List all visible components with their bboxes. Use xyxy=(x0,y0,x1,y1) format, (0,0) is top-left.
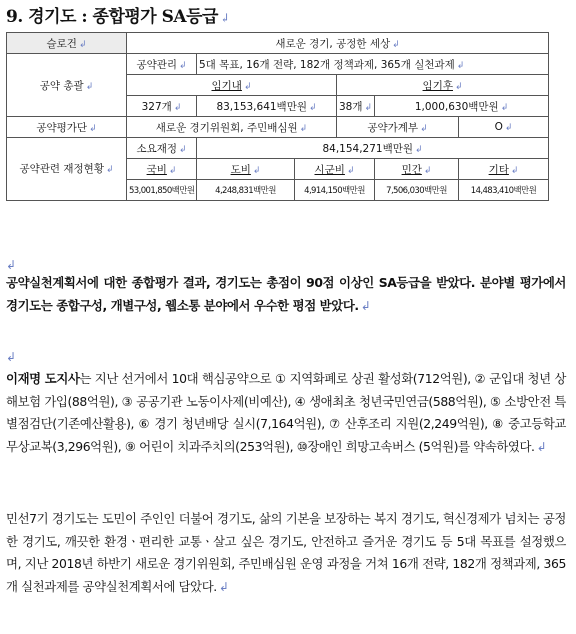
eval-group-label: 공약평가단 ↲ xyxy=(7,117,127,138)
source-value-3: 7,506,030백만원 xyxy=(375,180,459,201)
source-label-1: 도비 ↲ xyxy=(197,159,295,180)
finance-label: 공약관련 재정현황 ↲ xyxy=(7,138,127,201)
source-value-2: 4,914,150백만원 xyxy=(295,180,375,201)
ledger-label: 공약가계부 ↲ xyxy=(337,117,459,138)
source-value-1: 4,248,831백만원 xyxy=(197,180,295,201)
term-in-amount: 83,153,641백만원 ↲ xyxy=(197,96,337,117)
pledge-label: 공약 총괄 ↲ xyxy=(7,54,127,117)
pledge-mgmt-value: 5대 목표, 16개 전략, 182개 정책과제, 365개 실천과제 ↲ xyxy=(197,54,549,75)
source-label-3: 민간 ↲ xyxy=(375,159,459,180)
page-title: 9. 경기도 : 종합평가 SA등급 ↲ xyxy=(6,7,230,27)
term-in-count: 327개 ↲ xyxy=(127,96,197,117)
paragraph-goals: 민선7기 경기도는 도민이 주인인 더불어 경기도, 삶의 기본을 보장하는 복지 경기도, 혁신경제가 넘치는 공정한 경기도, 깨끗한 환경ㆍ편리한 교통ㆍ살고 싶은 경기도, 안전하고 즐거운 경기도 등 5대 목표를 설정했으며, 지난 2018년 하반기 새로운 경기위원회, 주민배심원 운영 과정을 거쳐 16개 전략, 182개 정책과제, 365개 실천과제를 공약실천계획서에 담았다. ↲ xyxy=(6,511,567,594)
slogan-value: 새로운 경기, 공정한 세상 ↲ xyxy=(127,33,549,54)
ledger-value: O ↲ xyxy=(459,117,549,138)
required-value: 84,154,271백만원 ↲ xyxy=(197,138,549,159)
term-after-count: 38개 ↲ xyxy=(337,96,375,117)
pledge-mgmt-label: 공약관리 ↲ xyxy=(127,54,197,75)
source-label-4: 기타 ↲ xyxy=(459,159,549,180)
source-label-2: 시군비 ↲ xyxy=(295,159,375,180)
pledge-summary-table xyxy=(6,32,549,201)
term-in-label: 임기내 ↲ xyxy=(127,75,337,96)
required-label: 소요재정 ↲ xyxy=(127,138,197,159)
paragraph-mark: ↲ xyxy=(6,350,17,364)
paragraph-governor: 이재명 도지사는 지난 선거에서 10대 핵심공약으로 ① 지역화폐로 상권 활성화(712억원), ② 군입대 청년 상해보험 가입(88억원), ③ 공공기관 노동이사제(비예산), ④ 생애최초 청년국민연금(588억원), ⑤ 소방안전 특별점검단(기존예산활용), ⑥ 경기 청년배당 실시(7,164억원), ⑦ 산후조리 지원(2,249억원), ⑧ 중고등학교 무상교복(3,296억원), ⑨ 어린이 치과주치의(253억원), ⑩장애인 희망고속버스 (5억원)를 약속하였다. ↲ xyxy=(6,371,566,454)
source-value-0: 53,001,850백만원 xyxy=(127,180,197,201)
slogan-label: 슬로건 ↲ xyxy=(7,33,127,54)
source-label-0: 국비 ↲ xyxy=(127,159,197,180)
term-after-label: 임기후 ↲ xyxy=(337,75,549,96)
term-after-amount: 1,000,630백만원 ↲ xyxy=(375,96,549,117)
source-value-4: 14,483,410백만원 xyxy=(459,180,549,201)
paragraph-mark: ↲ xyxy=(6,258,17,272)
paragraph-summary: 공약실천계획서에 대한 종합평가 결과, 경기도는 총점이 90점 이상인 SA등급을 받았다. 분야별 평가에서 경기도는 종합구성, 개별구성, 웹소통 분야에서 우수한 평점 받았다. ↲ xyxy=(6,275,566,313)
eval-group-value: 새로운 경기위원회, 주민배심원 ↲ xyxy=(127,117,337,138)
